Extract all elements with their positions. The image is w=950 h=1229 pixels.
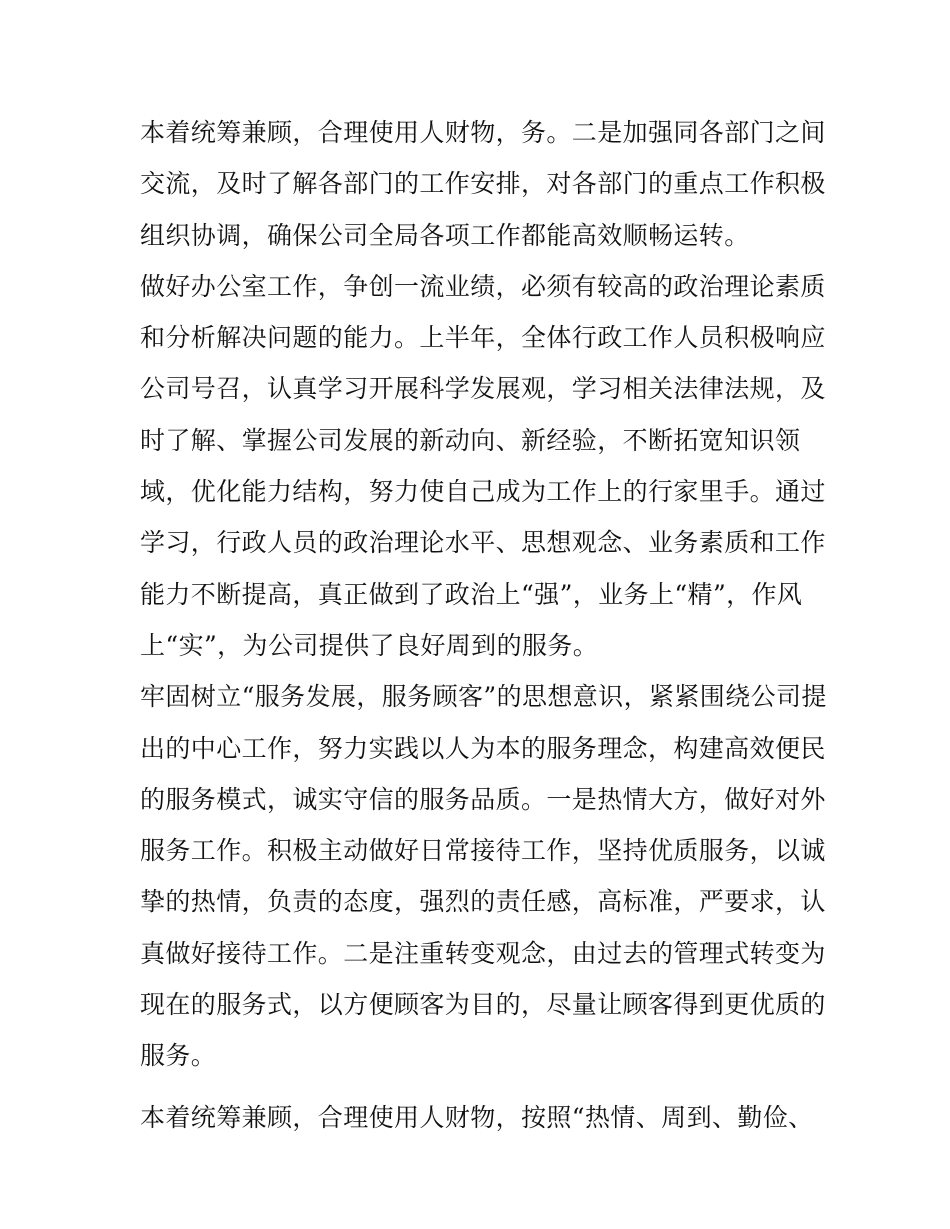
text-line: 服务工作。积极主动做好日常接待工作，坚持优质服务，以诚 (140, 836, 826, 866)
text-line: 公司号召，认真学习开展科学发展观，学习相关法律法规，及 (140, 374, 826, 404)
text-line: 和分析解决问题的能力。上半年，全体行政工作人员积极响应 (140, 323, 826, 353)
text-line: 交流，及时了解各部门的工作安排，对各部门的重点工作积极 (140, 169, 826, 199)
text-line: 学习，行政人员的政治理论水平、思想观念、业务素质和工作 (140, 528, 826, 558)
text-line: 域，优化能力结构，努力使自己成为工作上的行家里手。通过 (140, 477, 826, 507)
text-line: 的服务模式，诚实守信的服务品质。一是热情大方，做好对外 (140, 784, 826, 814)
text-line: 组织协调，确保公司全局各项工作都能高效顺畅运转。 (140, 220, 750, 250)
text-line: 真做好接待工作。二是注重转变观念，由过去的管理式转变为 (140, 938, 826, 968)
text-line: 能力不断提高，真正做到了政治上“强”，业务上“精”，作风 (140, 579, 803, 609)
text-line: 做好办公室工作，争创一流业绩，必须有较高的政治理论素质 (140, 271, 826, 301)
text-line: 挚的热情，负责的态度，强烈的责任感，高标准，严要求，认 (140, 887, 826, 917)
text-line: 上“实”，为公司提供了良好周到的服务。 (140, 630, 599, 660)
text-line: 本着统筹兼顾，合理使用人财物，按照“热情、周到、勤俭、 (140, 1102, 814, 1132)
text-line: 服务。 (140, 1041, 217, 1071)
document-body (140, 107, 827, 1143)
text-line: 牢固树立“服务发展，服务顾客”的思想意识，紧紧围绕公司提 (140, 682, 827, 712)
text-line: 本着统筹兼顾，合理使用人财物，务。二是加强同各部门之间 (140, 118, 826, 147)
text-line: 出的中心工作，努力实践以人为本的服务理念，构建高效便民 (140, 733, 826, 763)
text-line: 时了解、掌握公司发展的新动向、新经验，不断拓宽知识领 (140, 425, 801, 455)
text-line: 现在的服务式，以方便顾客为目的，尽量让顾客得到更优质的 (140, 990, 826, 1020)
